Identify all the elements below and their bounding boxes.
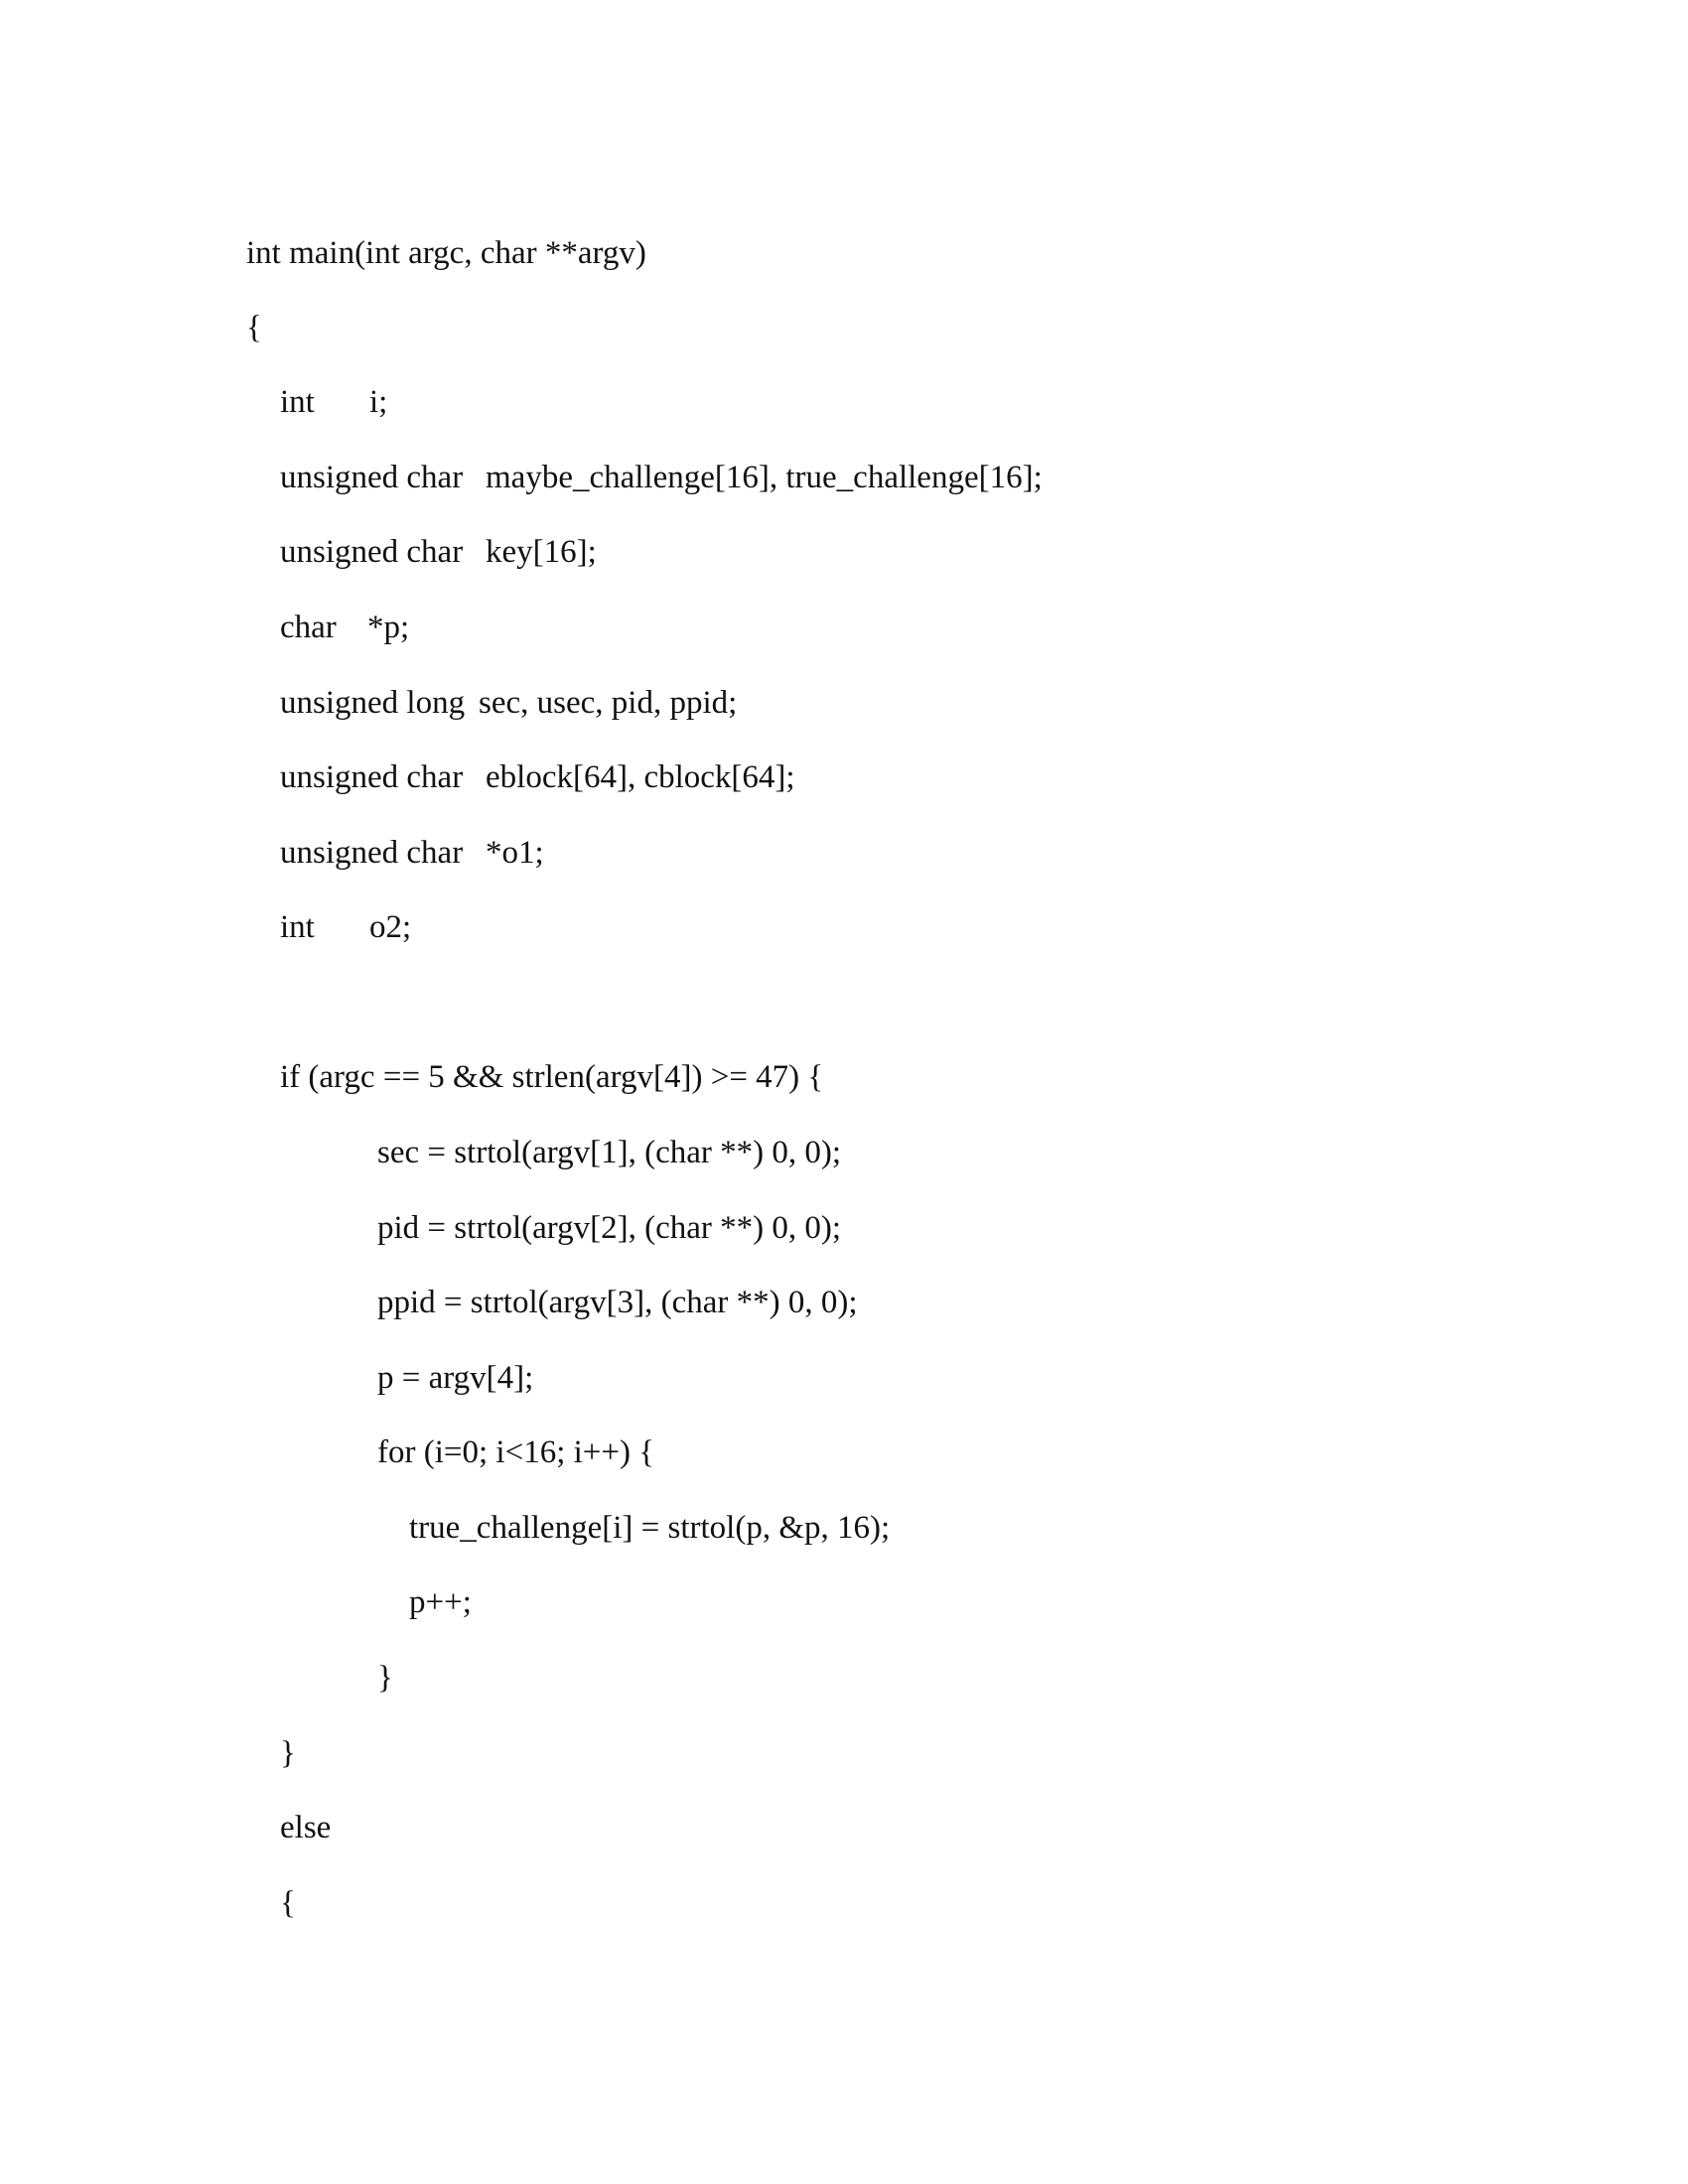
declaration-type: unsigned char: [280, 534, 464, 570]
p-increment: p++;: [409, 1584, 472, 1620]
p-assignment: p = argv[4];: [377, 1360, 534, 1396]
declaration-name: eblock[64], cblock[64];: [486, 759, 795, 795]
pid-assignment: pid = strtol(argv[2], (char **) 0, 0);: [377, 1210, 842, 1246]
declaration-type: char: [280, 610, 337, 645]
function-signature: int main(int argc, char **argv): [246, 235, 646, 271]
else-keyword: else: [280, 1810, 332, 1845]
if-statement: if (argc == 5 && strlen(argv[4]) >= 47) {: [280, 1059, 824, 1095]
declaration-type: int: [280, 909, 315, 945]
declaration-name: *o1;: [486, 835, 544, 871]
declaration-o2: [280, 907, 677, 1066]
declaration-name: o2;: [369, 909, 412, 945]
sec-assignment: sec = strtol(argv[1], (char **) 0, 0);: [377, 1135, 842, 1170]
declaration-type: unsigned char: [280, 835, 464, 871]
declaration-name: key[16];: [486, 534, 597, 570]
for-loop: for (i=0; i<16; i++) {: [377, 1434, 655, 1470]
declaration-type: unsigned char: [280, 759, 464, 795]
declaration-type: int: [280, 384, 315, 420]
declaration-name: i;: [369, 384, 388, 420]
declaration-type: unsigned long: [280, 685, 466, 721]
declaration-name: maybe_challenge[16], true_challenge[16];: [486, 460, 1043, 495]
declaration-name: sec, usec, pid, ppid;: [479, 685, 738, 721]
challenge-assignment: true_challenge[i] = strtol(p, &p, 16);: [409, 1510, 891, 1546]
declaration-name: *p;: [367, 610, 410, 645]
close-brace-if: }: [280, 1735, 296, 1771]
close-brace-for: }: [377, 1660, 393, 1696]
open-brace-main: {: [246, 310, 262, 345]
declaration-type: unsigned char: [280, 460, 464, 495]
ppid-assignment: ppid = strtol(argv[3], (char **) 0, 0);: [377, 1285, 858, 1320]
open-brace-else: {: [280, 1885, 296, 1921]
